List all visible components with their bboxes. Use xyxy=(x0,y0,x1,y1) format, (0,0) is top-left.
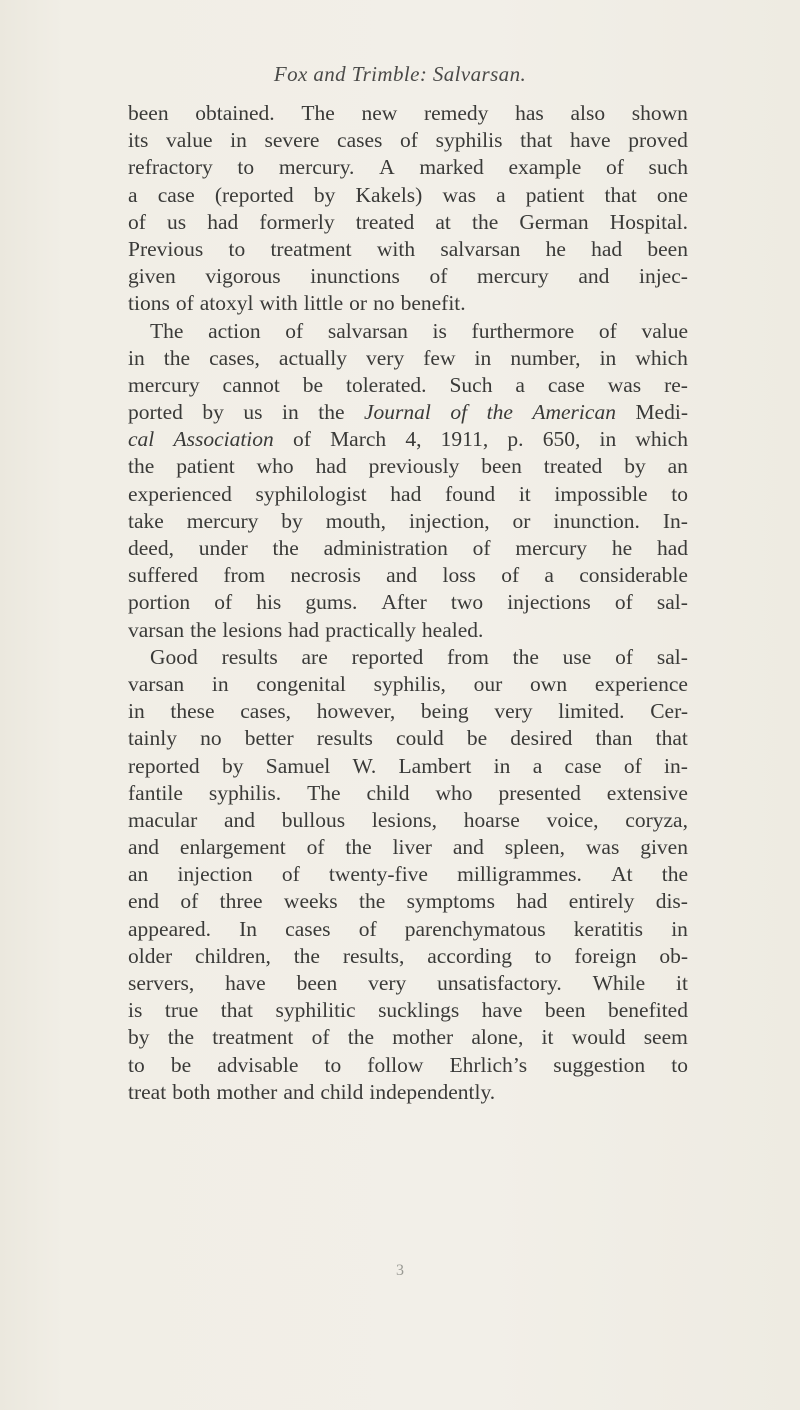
text-line: older children, the results, according to foreign ob- xyxy=(128,943,688,968)
text-line: varsan in congenital syphilis, our own experience xyxy=(128,671,688,696)
text-line: tainly no better results could be desired than that xyxy=(128,726,688,751)
text-line: end of three weeks the symptoms had entirely dis- xyxy=(128,889,688,914)
text-line: deed, under the administration of mercury he had xyxy=(128,536,688,560)
page-number: 3 xyxy=(396,1262,404,1279)
text-line: tions of atoxyl with little or no benefit. xyxy=(128,291,466,316)
text-line: macular and bullous lesions, hoarse voice, coryza, xyxy=(128,807,688,832)
text-line: Good results are reported from the use of sal- xyxy=(150,644,688,669)
text-line: Previous to treatment with salvarsan he had been xyxy=(128,236,688,261)
text-line: been obtained. The new remedy has also shown xyxy=(128,101,688,125)
text-line: suffered from necrosis and loss of a considerable xyxy=(128,563,688,588)
text-line: an injection of twenty-five milligrammes. At the xyxy=(128,862,688,887)
text-line: The action of salvarsan is furthermore of value xyxy=(150,318,688,343)
text-line: treat both mother and child independently. xyxy=(128,1079,496,1104)
running-head: Fox and Trimble: Salvarsan. xyxy=(273,62,527,86)
text-line: appeared. In cases of parenchymatous keratitis in xyxy=(128,916,688,941)
text-line: varsan the lesions had practically healed. xyxy=(128,617,484,642)
body-text xyxy=(128,100,688,1106)
text-line: cal Association of March 4, 1911, p. 650, in which xyxy=(128,427,688,452)
text-line: fantile syphilis. The child who presented extensive xyxy=(128,780,688,805)
text-line: ported by us in the Journal of the American Medi- xyxy=(128,400,688,425)
text-line: experienced syphilologist had found it impossible to xyxy=(128,481,688,506)
text-line: the patient who had previously been treated by an xyxy=(128,454,688,479)
text-line: in these cases, however, being very limited. Cer- xyxy=(128,699,688,724)
text-line: a case (reported by Kakels) was a patient that one xyxy=(128,182,688,207)
text-line: to be advisable to follow Ehrlich’s suggestion to xyxy=(128,1052,688,1077)
text-line: mercury cannot be tolerated. Such a case was re- xyxy=(128,372,688,397)
text-line: take mercury by mouth, injection, or inunction. In- xyxy=(128,508,688,533)
text-line: servers, have been very unsatisfactory. While it xyxy=(128,971,688,995)
text-line: of us had formerly treated at the German Hospital. xyxy=(128,209,688,234)
text-line: by the treatment of the mother alone, it would seem xyxy=(128,1025,688,1050)
text-line: in the cases, actually very few in number, in which xyxy=(128,345,688,370)
text-line: and enlargement of the liver and spleen, was given xyxy=(128,835,688,860)
text-line: is true that syphilitic sucklings have been benefited xyxy=(128,998,688,1023)
text-line: refractory to mercury. A marked example of such xyxy=(128,155,688,180)
text-line: its value in severe cases of syphilis that have proved xyxy=(128,128,688,153)
text-line: reported by Samuel W. Lambert in a case of in- xyxy=(128,753,688,778)
text-line: given vigorous inunctions of mercury and injec- xyxy=(128,264,688,289)
text-line: portion of his gums. After two injections of sal- xyxy=(128,590,688,615)
